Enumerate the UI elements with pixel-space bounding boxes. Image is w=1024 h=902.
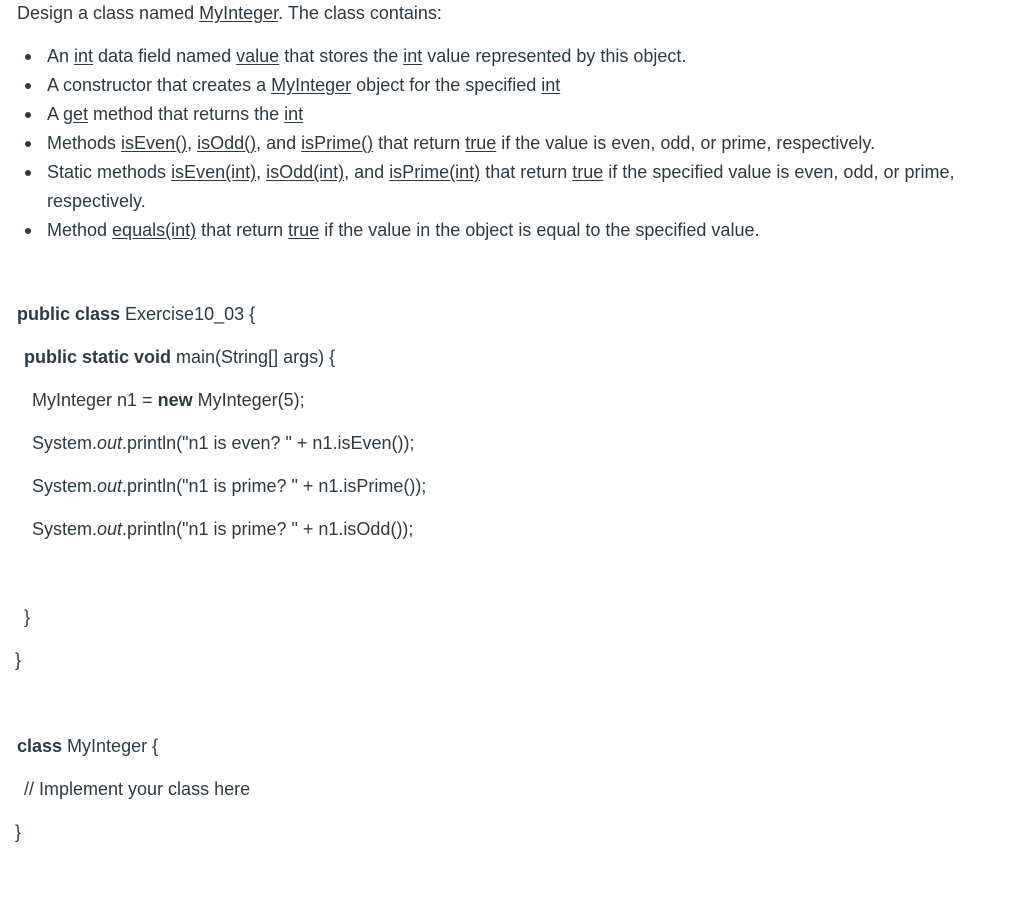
req-text: that return (480, 162, 573, 182)
code-line-even (32, 432, 414, 454)
code-main-declaration (24, 346, 335, 368)
req-text: method that returns the (88, 104, 285, 124)
req-term: isOdd() (197, 133, 257, 153)
requirement-item (0, 129, 1010, 158)
req-term: isPrime(int) (389, 162, 481, 182)
req-term: int (403, 46, 423, 66)
req-text: that return (196, 220, 289, 240)
requirement-item (0, 42, 1010, 71)
requirement-item (0, 100, 1010, 129)
req-text: A (47, 104, 64, 124)
code-field: out (97, 476, 123, 496)
req-text: that stores the (279, 46, 404, 66)
req-text: , (187, 133, 198, 153)
requirements-list (0, 42, 1010, 245)
code-myinteger-declaration (17, 735, 158, 757)
req-term: int (284, 104, 304, 124)
code-field: out (97, 433, 123, 453)
code-text: MyInteger { (62, 736, 159, 756)
req-term: isEven() (121, 133, 188, 153)
req-text: if the specified value is even, odd, or prime, respectively. (47, 162, 955, 211)
req-term: isPrime() (301, 133, 374, 153)
code-field: out (97, 519, 123, 539)
intro-suffix: . The class contains: (278, 3, 442, 23)
code-text: .println("n1 is prime? " + n1.isPrime()); (122, 476, 427, 496)
req-term: value (236, 46, 280, 66)
code-close-main: } (24, 607, 31, 627)
req-text: Methods (47, 133, 122, 153)
code-text: main(String[] args) { (171, 347, 336, 367)
code-text: Exercise10_03 { (120, 304, 256, 324)
code-keyword: new (157, 390, 193, 410)
req-text: that return (373, 133, 466, 153)
code-text: MyInteger(5); (192, 390, 305, 410)
req-text: A constructor that creates a (47, 75, 272, 95)
code-text: .println("n1 is even? " + n1.isEven()); (122, 433, 415, 453)
code-text: .println("n1 is prime? " + n1.isOdd()); (122, 519, 414, 539)
code-line-new (32, 389, 305, 411)
code-comment: // Implement your class here (24, 779, 251, 799)
code-keyword: public static void (24, 347, 172, 367)
req-term: int (541, 75, 561, 95)
req-term: true (288, 220, 320, 240)
req-text: An (47, 46, 75, 66)
code-class-declaration (17, 303, 255, 325)
req-term: isOdd(int) (266, 162, 345, 182)
req-text: data field named (93, 46, 237, 66)
requirement-item (0, 216, 1010, 245)
intro-class-name: MyInteger (199, 3, 279, 23)
code-close-class: } (15, 650, 22, 670)
req-term: int (74, 46, 94, 66)
requirement-item (0, 71, 1010, 100)
req-term: MyInteger (271, 75, 352, 95)
code-keyword: class (17, 736, 63, 756)
req-text: , and (344, 162, 390, 182)
req-text: , and (256, 133, 302, 153)
req-text: if the value in the object is equal to the specified value. (319, 220, 760, 240)
req-term: isEven(int) (171, 162, 257, 182)
requirement-item (0, 158, 1010, 216)
code-text: System. (32, 476, 98, 496)
req-text: Method (47, 220, 113, 240)
req-text: Static methods (47, 162, 172, 182)
code-text: System. (32, 433, 98, 453)
intro-text (17, 2, 442, 24)
code-text: MyInteger n1 = (32, 390, 158, 410)
req-term: equals(int) (112, 220, 197, 240)
req-term: get (63, 104, 89, 124)
req-text: object for the specified (351, 75, 542, 95)
code-close-myinteger: } (15, 822, 22, 842)
req-text: value represented by this object. (422, 46, 687, 66)
req-text: if the value is even, odd, or prime, respectively. (496, 133, 876, 153)
req-text: , (256, 162, 267, 182)
req-term: true (572, 162, 604, 182)
req-term: true (465, 133, 497, 153)
intro-prefix: Design a class named (17, 3, 200, 23)
code-line-prime (32, 475, 426, 497)
code-line-odd (32, 518, 413, 540)
code-keyword: public class (17, 304, 121, 324)
code-text: System. (32, 519, 98, 539)
